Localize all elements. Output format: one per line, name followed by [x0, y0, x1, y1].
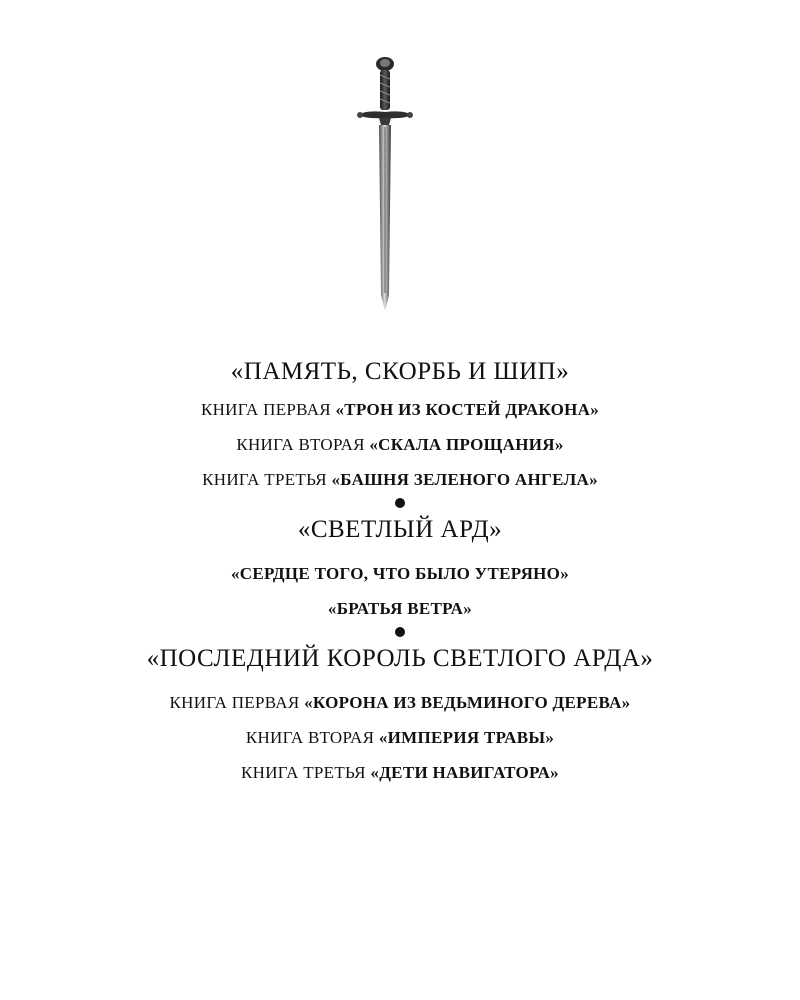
book-line — [0, 392, 800, 427]
book-prefix: КНИГА ТРЕТЬЯ — [202, 470, 327, 489]
series-title: «ПОСЛЕДНИЙ КОРОЛЬ СВЕТЛОГО АРДА» — [146, 645, 654, 672]
book-name: «КОРОНА ИЗ ВЕДЬМИНОГО ДЕРЕВА» — [304, 693, 631, 712]
book-name: «ИМПЕРИЯ ТРАВЫ» — [378, 728, 555, 747]
book-prefix: КНИГА ВТОРАЯ — [245, 728, 375, 747]
book-name: «ТРОН ИЗ КОСТЕЙ ДРАКОНА» — [335, 400, 600, 419]
book-name: «ДЕТИ НАВИГАТОРА» — [370, 763, 559, 782]
book-line — [0, 755, 800, 790]
book-prefix: КНИГА ПЕРВАЯ — [169, 693, 300, 712]
series-list — [0, 352, 800, 790]
series-title: «СВЕТЛЫЙ АРД» — [297, 516, 503, 543]
book-line — [0, 685, 800, 720]
book-name: «БАШНЯ ЗЕЛЕНОГО АНГЕЛА» — [331, 470, 598, 489]
book-name: «БРАТЬЯ ВЕТРА» — [327, 599, 473, 618]
book-line — [0, 591, 800, 626]
book-name: «СКАЛА ПРОЩАНИЯ» — [369, 435, 564, 454]
book-prefix: КНИГА ПЕРВАЯ — [200, 400, 331, 419]
bullet-divider — [395, 627, 405, 637]
sword-icon — [355, 55, 415, 315]
book-prefix: КНИГА ТРЕТЬЯ — [241, 763, 366, 782]
book-prefix: КНИГА ВТОРАЯ — [236, 435, 365, 454]
series-title: «ПАМЯТЬ, СКОРБЬ И ШИП» — [230, 358, 570, 385]
bullet-divider — [395, 498, 405, 508]
book-line — [0, 462, 800, 497]
book-line — [0, 556, 800, 591]
book-line — [0, 720, 800, 755]
book-name: «СЕРДЦЕ ТОГО, ЧТО БЫЛО УТЕРЯНО» — [231, 564, 569, 583]
book-line — [0, 427, 800, 462]
